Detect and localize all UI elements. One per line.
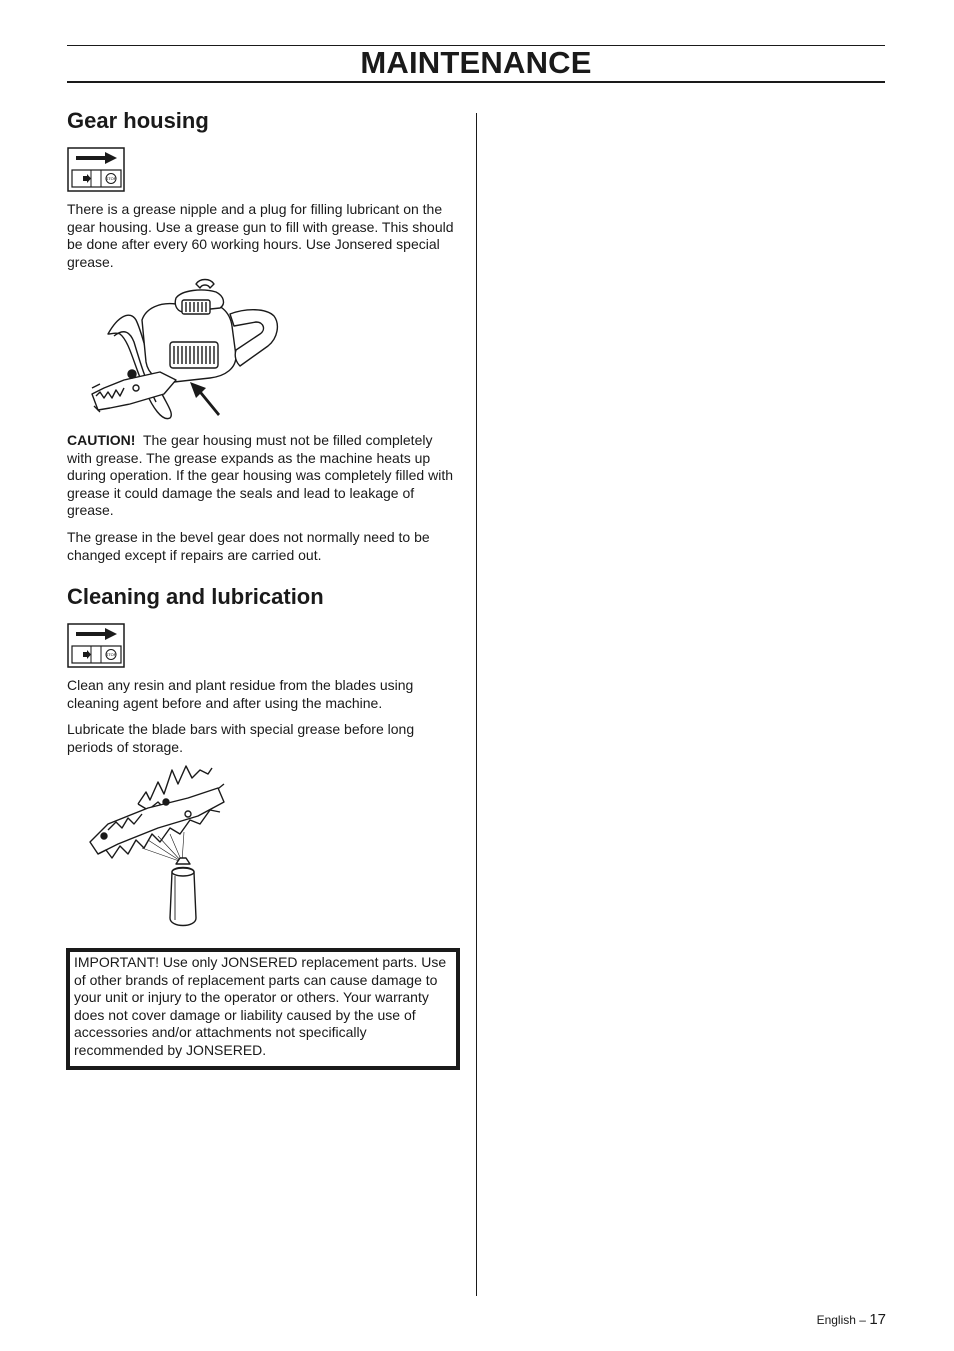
section-heading-gear-housing: Gear housing	[67, 108, 209, 133]
svg-text:STOP: STOP	[105, 652, 117, 657]
caution-paragraph	[67, 432, 455, 520]
svg-text:STOP: STOP	[105, 176, 117, 181]
caution-text: The gear housing must not be filled completely with grease. The grease expands as the machine heats up during operation. If the gear housing was completely filled with grease it could damage the seals and lead to leakage of grease.	[67, 432, 453, 518]
footer-language: English	[816, 1313, 856, 1327]
refer-to-manual-stop-icon	[67, 147, 125, 192]
column-divider	[476, 113, 477, 1296]
blade-lubrication-illustration	[88, 762, 228, 932]
page-footer	[817, 1311, 886, 1328]
gear-housing-intro: There is a grease nipple and a plug for filling lubricant on the gear housing. Use a grease gun to fill with grease. This should be done after every 60 working hours. Use Jonsered special grease.	[67, 201, 454, 270]
important-notice-box: IMPORTANT! Use only JONSERED replacement parts. Use of other brands of replacement parts can cause damage to your unit or injury to the operator or others. Your warranty does not cover damage or liability caused by the use of accessories and/or attachments not specifically recommended by JONSERED.	[66, 948, 460, 1070]
caution-label: CAUTION!	[67, 432, 136, 448]
gear-housing-illustration	[90, 276, 280, 422]
footer-dash: –	[859, 1313, 866, 1327]
page-number: 17	[869, 1311, 886, 1328]
page-title: MAINTENANCE	[360, 45, 592, 80]
cleaning-paragraph: Clean any resin and plant residue from the blades using cleaning agent before and after using the machine.	[67, 677, 414, 711]
lubrication-paragraph: Lubricate the blade bars with special grease before long periods of storage.	[67, 721, 415, 755]
bevel-gear-paragraph: The grease in the bevel gear does not normally need to be changed except if repairs are carried out.	[67, 529, 430, 563]
section-heading-cleaning: Cleaning and lubrication	[67, 584, 324, 609]
header-bottom-rule	[67, 81, 885, 83]
refer-to-manual-stop-icon	[67, 623, 125, 668]
